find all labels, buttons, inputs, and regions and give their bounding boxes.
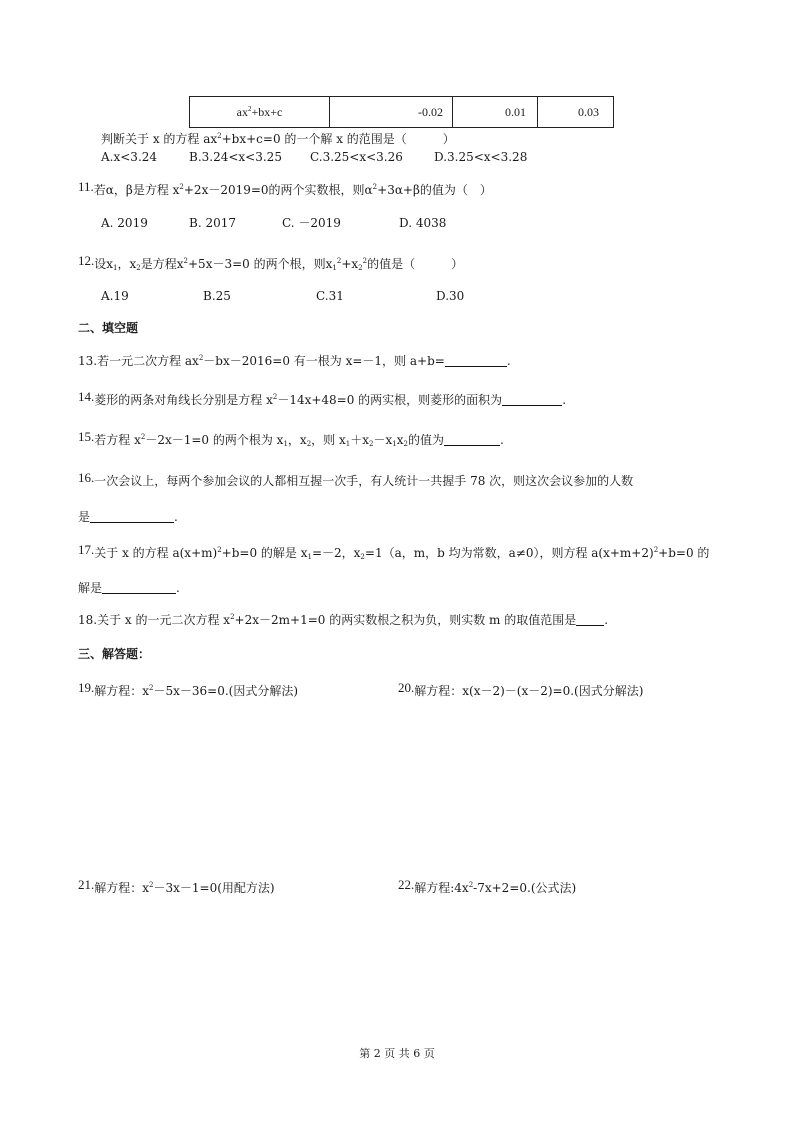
section-fill-in-title: 二、填空题 (78, 321, 139, 335)
question-16-line-2: 是 . (78, 510, 178, 524)
question-19: 19.解方程：$x^2-5x-36=0$.(因式分解法) (78, 680, 299, 698)
question-12-stem: 12.设$x_1$，$x_2$是方程$x^2+5x-3=0$ 的两个根，则$x_1^2+x_2^2$的值是（ ） (78, 253, 464, 272)
table-label-cell: $ax^2+bx+c$ (190, 97, 330, 128)
answer-blank[interactable] (90, 510, 174, 523)
answer-blank[interactable] (445, 354, 507, 367)
section-solve-title: 三、解答题： (78, 647, 151, 661)
question-20: 20.解方程：x(x－2)－(x－2)=0.(因式分解法) (398, 680, 644, 698)
question-21: 21.解方程：$x^2-3x-1=0$(用配方法) (78, 877, 275, 895)
question-11-stem: 11.若α，β是方程 $x^2+2x-2019=0$的两个实数根，则$\alpha^2+3\alpha+\beta$的值为（ ） (78, 179, 492, 197)
question-10-stem: 判断关于 x 的方程 $ax^2+bx+c=0$ 的一个解 x 的范围是（ ） (101, 132, 455, 146)
question-22: 22.解方程$:4x^2-7x+2=0$.(公式法) (398, 877, 577, 895)
question-14: 14.菱形的两条对角线长分别是方程 $x^2-14x+48=0$ 的两实根，则菱形的面积为 . (78, 389, 567, 407)
option-a: A.x<3.24 (101, 150, 158, 164)
option-c: C.31 (316, 289, 344, 303)
answer-blank[interactable] (502, 393, 562, 406)
option-d: D.3.25<x<3.28 (434, 150, 528, 164)
value-table (189, 96, 614, 128)
question-13: 13.若一元二次方程 $ax^2-bx-2016=0$ 有一根为 x=－1，则 a+b= . (78, 354, 511, 368)
option-c: C.3.25<x<3.26 (310, 150, 403, 164)
option-a: A.19 (101, 289, 129, 303)
answer-blank[interactable] (444, 433, 500, 446)
question-17-line-1: 17.关于 x 的方程 $a(x+m)^2+b=0$ 的解是 $x_1=-2$，$x_2=1(a$，m，b 均为常数，a≠0），则方程 $a(x+m+2)^2+b=0$ 的 (78, 542, 710, 561)
question-15: 15.若方程 $x^2-2x-1=0$ 的两个根为 $x_1$，$x_2$，则 $x_1+x_2-x_1x_2$的值为 . (78, 429, 504, 448)
option-b: B. 2017 (189, 216, 236, 230)
option-b: B.3.24<x<3.25 (189, 150, 282, 164)
question-16-line-1: 16.一次会议上，每两个参加会议的人都相互握一次手，有人统计一共握手 78 次，则这次会议参加的人数 (78, 470, 634, 488)
question-18: 18.关于 x 的一元二次方程 $x^2+2x-2m+1=0$ 的两实数根之积为负，则实数 m 的取值范围是 . (78, 613, 609, 627)
option-d: D.30 (436, 289, 465, 303)
option-a: A. 2019 (101, 216, 148, 230)
table-value-cell: 0.03 (538, 97, 614, 128)
answer-blank[interactable] (102, 581, 176, 594)
option-b: B.25 (203, 289, 231, 303)
table-value-cell: 0.01 (453, 97, 538, 128)
option-d: D. 4038 (399, 216, 447, 230)
page-footer: 第 2 页 共 6 页 (359, 1047, 435, 1060)
table-value-cell: -0.02 (330, 97, 453, 128)
answer-blank[interactable] (576, 613, 604, 626)
question-17-line-2: 解是 . (78, 581, 180, 595)
option-c: C. －2019 (282, 216, 341, 230)
